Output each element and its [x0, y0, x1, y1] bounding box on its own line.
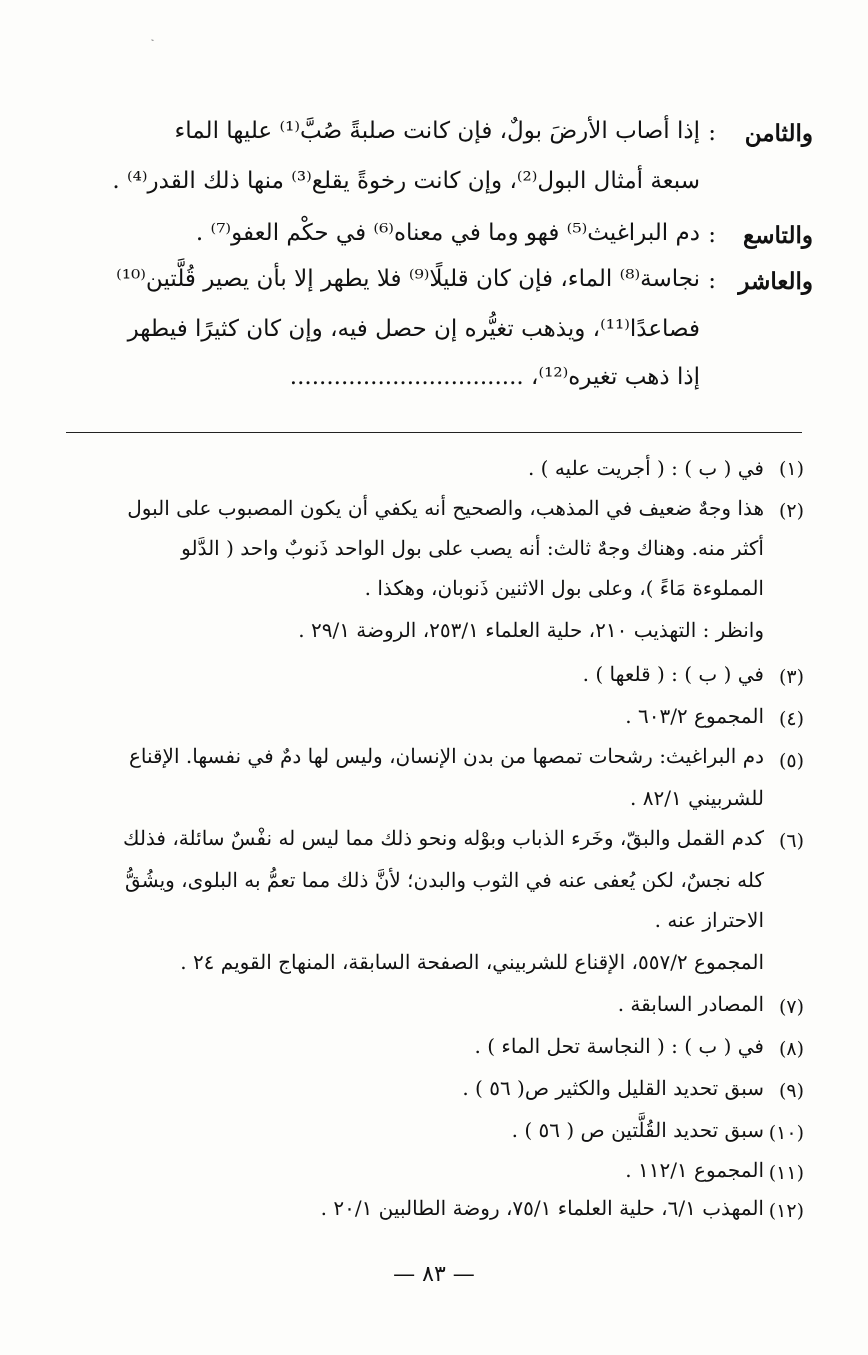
item-label-tenth: والعاشر [738, 268, 813, 295]
footnote-line: وانظر : التهذيب ٢١٠، حلية العلماء ٢٥٣/١، الروضة ٢٩/١ . [298, 618, 764, 642]
page-number: — ٨٣ — [393, 1262, 475, 1287]
footnote-line: في ( ب ) : ( أجريت عليه ) . [527, 456, 764, 480]
footnote-line: هذا وجهٌ ضعيف في المذهب، والصحيح أنه يكفي أن يكون المصبوب على البول [127, 496, 764, 520]
footnote-number: (٤) [778, 708, 804, 730]
item-label-eighth: والثامن [744, 120, 813, 147]
footnote-number: (٨) [778, 1038, 804, 1060]
footnote-separator [66, 432, 802, 433]
item-label-ninth: والتاسع [743, 222, 813, 249]
footnote-line: كدم القمل والبقّ، وخَرء الذباب وبوْله ونحو ذلك مما ليس له نفْسٌ سائلة، فذلك [122, 826, 764, 850]
main-line: فصاعدًا⁽¹¹⁾، ويذهب تغيُّره إن حصل فيه، وإن كان كثيرًا فيطهر [127, 316, 700, 342]
footnote-line: سبق تحديد القُلَّتين ص ( ٥٦ ) . [511, 1118, 764, 1142]
footnote-line: سبق تحديد القليل والكثير ص( ٥٦ ) . [462, 1076, 764, 1100]
footnote-number: (١٢) [768, 1200, 804, 1222]
footnote-number: (١) [778, 458, 804, 480]
footnote-line: المجموع ١١٢/١ . [625, 1158, 764, 1182]
footnote-line: المجموع ٥٥٧/٢، الإقناع للشربيني، الصفحة السابقة، المنهاج القويم ٢٤ . [180, 950, 764, 974]
main-line: إذا ذهب تغيره⁽¹²⁾، ................................ [289, 364, 700, 390]
footnote-line: للشربيني ٨٢/١ . [630, 786, 764, 810]
footnote-number: (١٠) [768, 1122, 804, 1144]
footnote-number: (٧) [778, 996, 804, 1018]
footnote-line: المصادر السابقة . [617, 992, 764, 1016]
footnote-line: المجموع ٦٠٣/٢ . [625, 704, 764, 728]
footnote-line: المملوءة مَاءً )، وعلى بول الاثنين ذَنوبان، وهكذا . [364, 576, 764, 600]
main-line: نجاسة⁽⁸⁾ الماء، فإن كان قليلًا⁽⁹⁾ فلا يطهر إلا بأن يصير قُلَّتين⁽¹⁰⁾ [116, 266, 700, 292]
main-line: إذا أصاب الأرضَ بولٌ، فإن كانت صلبةً صُبَّ⁽¹⁾ عليها الماء [174, 118, 700, 144]
footnote-number: (١١) [768, 1162, 804, 1184]
item-colon: : [708, 120, 716, 146]
footnote-line: المهذب ٦/١، حلية العلماء ٧٥/١، روضة الطالبين ٢٠/١ . [320, 1196, 764, 1220]
footnote-number: (٩) [778, 1080, 804, 1102]
footnote-line: في ( ب ) : ( قلعها ) . [582, 662, 764, 686]
footnote-line: كله نجسٌ، لكن يُعفى عنه في الثوب والبدن؛ لأنَّ ذلك مما تعمُّ به البلوى، ويشُقُّ [125, 868, 764, 892]
footnote-line: أكثر منه. وهناك وجهٌ ثالث: أنه يصب على بول الواحد ذَنوبٌ واحد ( الدَّلو [181, 536, 764, 560]
footnote-line: الاحتراز عنه . [654, 908, 764, 932]
footnote-number: (٦) [778, 830, 804, 852]
item-colon: : [708, 268, 716, 294]
footnote-line: في ( ب ) : ( النجاسة تحل الماء ) . [474, 1034, 764, 1058]
item-colon: : [708, 222, 716, 248]
footnote-number: (٣) [778, 666, 804, 688]
main-line: سبعة أمثال البول⁽²⁾، وإن كانت رخوةً يقلع⁽³⁾ منها ذلك القدر⁽⁴⁾ . [112, 168, 700, 194]
footnote-line: دم البراغيث: رشحات تمصها من بدن الإنسان، وليس لها دمٌ في نفسها. الإقناع [128, 744, 764, 768]
footnote-number: (٢) [778, 500, 804, 522]
footnote-number: (٥) [778, 750, 804, 772]
main-line: دم البراغيث⁽⁵⁾ فهو وما في معناه⁽⁶⁾ في حكْم العفو⁽⁷⁾ . [195, 220, 700, 246]
